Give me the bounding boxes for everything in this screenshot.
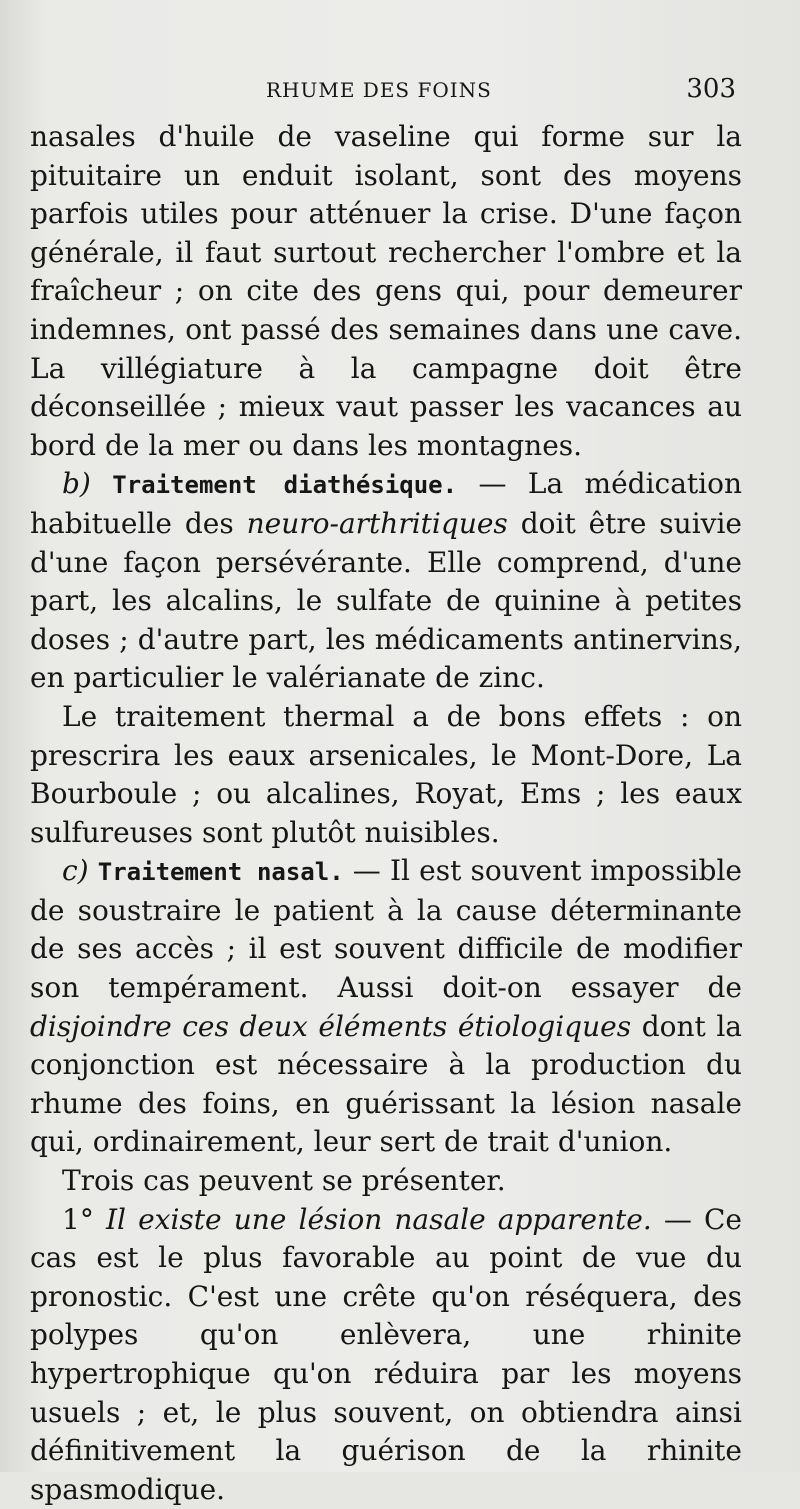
paragraph-4-text-a: — Il est souvent impossible de soustraire le patient à la cause déterminante de ses accès ; il est souvent difficile de modifier son tempérament. Aussi doit-on essayer de <box>30 854 742 1005</box>
paragraph-3: Le traitement thermal a de bons effets : on prescrira les eaux arsenicales, le Mont-Dore, La Bourboule ; ou alcalines, Royat, Ems ; les eaux sulfureuses sont plutôt nuisibles. <box>30 699 742 849</box>
case-marker-1: 1° <box>62 1202 94 1236</box>
section-heading-diathesique: Traitement diathésique. <box>112 471 458 500</box>
paragraph-4 <box>30 852 742 1162</box>
page-header <box>36 74 736 110</box>
paragraph-2-italic: neuro-arthritiques <box>246 506 508 540</box>
section-marker-b: b) <box>62 467 91 501</box>
paragraph-6-text: — Ce cas est le plus favorable au point de vue du pronostic. C'est une crête qu'on réséquera, des polypes qu'on enlèvera, une rhinite hypertrophique qu'on réduira par les moyens usuels ; et, le plus souvent, on obtiendra ainsi définitivement la guérison de la rhinite spasmodique. <box>30 1202 742 1506</box>
section-heading-nasal: Traitement nasal. <box>97 858 344 887</box>
paragraph-4-text-b: dont la conjonction est nécessaire à la production du rhume des foins, en guérissant la lésion nasale qui, ordinairement, leur sert de trait d'union. <box>30 1009 743 1159</box>
paragraph-6-italic: Il existe une lésion nasale apparente. <box>105 1202 652 1236</box>
paragraph-1: nasales d'huile de vaseline qui forme sur la pituitaire un enduit isolant, sont des moyens parfois utiles pour atténuer la crise. D'une façon générale, il faut surtout rechercher l'ombre et la fraîcheur ; on cite des gens qui, pour demeurer indemnes, ont passé des semaines dans une cave. La villégiature à la campagne doit être déconseillée ; mieux vaut passer les vacances au bord de la mer ou dans les montagnes. <box>30 120 742 462</box>
page-number: 303 <box>686 74 736 104</box>
paragraph-5: Trois cas peuvent se présenter. <box>62 1164 506 1198</box>
section-marker-c: c) <box>62 854 89 888</box>
paragraph-2 <box>30 465 742 698</box>
body-text <box>30 118 742 1509</box>
paragraph-2-text-b: doit être suivie d'une façon persévérante. Elle comprend, d'une part, les alcalins, le sulfate de quinine à petites doses ; d'autre part, les médicaments antinervins, en particulier le valérianate de zinc. <box>30 506 743 695</box>
running-title: RHUME DES FOINS <box>266 78 492 102</box>
paragraph-2-text-a: — La médication habituelle des <box>30 467 742 540</box>
paragraph-4-italic: disjoindre ces deux éléments étiologiques <box>30 1009 632 1043</box>
paragraph-6 <box>30 1201 742 1509</box>
